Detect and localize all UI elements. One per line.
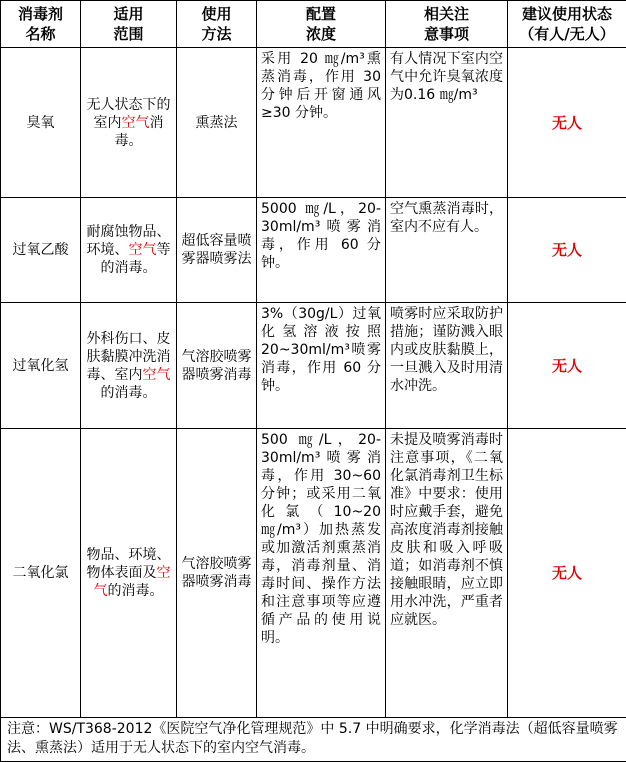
- agent-scope: 无人状态下的室内空气消毒。: [81, 48, 177, 198]
- agent-notes: 有人情况下室内空气中允许臭氧浓度为0.16 ㎎/m³: [386, 48, 508, 198]
- agent-notes: 空气熏蒸消毒时，室内不应有人。: [386, 198, 508, 303]
- agent-notes: 未提及喷雾消毒时注意事项，《二氧化氯消毒剂卫生标准》中要求：使用时应戴手套，避免高浓度消毒剂接触皮肤和吸入呼吸道；如消毒剂不慎接触眼睛，应立即用水冲洗，严重者应就医。: [386, 429, 508, 718]
- agent-name: 过氧乙酸: [1, 198, 81, 303]
- agent-scope: 外科伤口、皮肤黏膜冲洗消毒、室内空气的消毒。: [81, 303, 177, 429]
- table-row: [1, 198, 626, 303]
- agent-state: 无人: [508, 198, 626, 303]
- header-name: 消毒剂 名称: [1, 1, 81, 48]
- agent-method: 气溶胶喷雾器喷雾消毒: [177, 429, 257, 718]
- header-concentration: 配置 浓度: [257, 1, 386, 48]
- agent-concentration: 3%（30g/L）过氧化氢溶液按照 20~30ml/m³喷雾消毒，作用 60 分钟。: [257, 303, 386, 429]
- agent-concentration: 500 ㎎/L，20-30ml/m³喷雾消毒，作用 30~60 分钟；或采用二氧化氯（10~20 ㎎/m³）加热蒸发或加激活剂熏蒸消毒，消毒剂量、消毒时间、操作方法和注意事项等应遵循产品的使用说明。: [257, 429, 386, 718]
- table-row: [1, 48, 626, 198]
- footnote-row: [1, 718, 626, 762]
- header-scope: 适用 范围: [81, 1, 177, 48]
- agent-method: 气溶胶喷雾器喷雾消毒: [177, 303, 257, 429]
- agent-notes: 喷雾时应采取防护措施；谨防溅入眼内或皮肤黏膜上，一旦溅入及时用清水冲洗。: [386, 303, 508, 429]
- agent-method: 超低容量喷雾器喷雾法: [177, 198, 257, 303]
- agent-name: 二氧化氯: [1, 429, 81, 718]
- table-row: [1, 303, 626, 429]
- agent-concentration: 5000 ㎎/L，20-30ml/m³喷雾消毒，作用 60 分钟。: [257, 198, 386, 303]
- agent-name: 过氧化氢: [1, 303, 81, 429]
- agent-state: 无人: [508, 429, 626, 718]
- header-method: 使用 方法: [177, 1, 257, 48]
- table-row: [1, 429, 626, 718]
- header-state: 建议使用状态 （有人/无人）: [508, 1, 626, 48]
- footnote: 注意：WS/T368-2012《医院空气净化管理规范》中 5.7 中明确要求，化学消毒法（超低容量喷雾法、熏蒸法）适用于无人状态下的室内空气消毒。: [1, 718, 626, 762]
- agent-concentration: 采用 20 ㎎/m³熏蒸消毒，作用 30 分钟后开窗通风≥30 分钟。: [257, 48, 386, 198]
- header-notes: 相关注 意事项: [386, 1, 508, 48]
- agent-scope: 耐腐蚀物品、环境、空气等的消毒。: [81, 198, 177, 303]
- agent-method: 熏蒸法: [177, 48, 257, 198]
- agent-state: 无人: [508, 48, 626, 198]
- agent-name: 臭氧: [1, 48, 81, 198]
- agent-scope: 物品、环境、物体表面及空气的消毒。: [81, 429, 177, 718]
- header-row: [1, 1, 626, 48]
- agent-state: 无人: [508, 303, 626, 429]
